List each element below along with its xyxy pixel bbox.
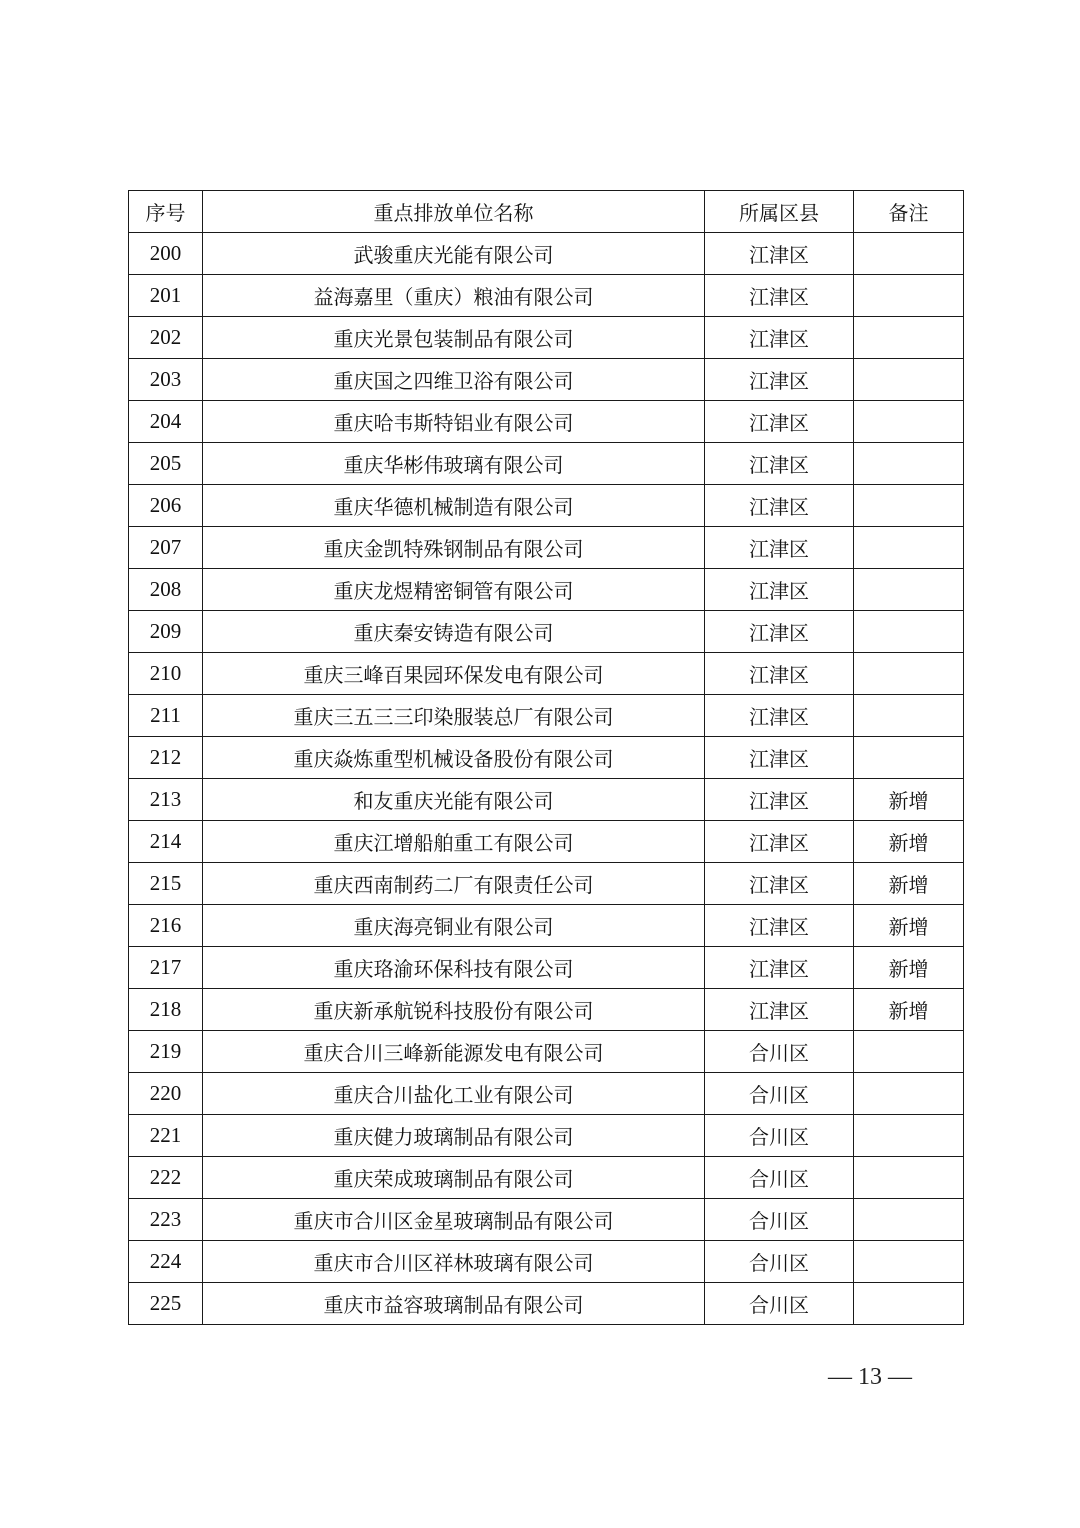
cell-note: 新增 — [854, 947, 964, 989]
cell-district: 江津区 — [705, 233, 854, 275]
table-row — [129, 863, 964, 905]
cell-num: 210 — [129, 653, 203, 695]
cell-num: 218 — [129, 989, 203, 1031]
cell-num: 213 — [129, 779, 203, 821]
table-header-row — [129, 191, 964, 233]
cell-name: 重庆市合川区祥林玻璃有限公司 — [203, 1241, 705, 1283]
cell-district: 江津区 — [705, 443, 854, 485]
cell-num: 225 — [129, 1283, 203, 1325]
cell-name: 重庆合川盐化工业有限公司 — [203, 1073, 705, 1115]
cell-note — [854, 1031, 964, 1073]
table-row — [129, 989, 964, 1031]
cell-name: 重庆哈韦斯特铝业有限公司 — [203, 401, 705, 443]
cell-name: 重庆新承航锐科技股份有限公司 — [203, 989, 705, 1031]
cell-note — [854, 401, 964, 443]
cell-num: 223 — [129, 1199, 203, 1241]
cell-note — [854, 1115, 964, 1157]
cell-name: 重庆荣成玻璃制品有限公司 — [203, 1157, 705, 1199]
cell-district: 合川区 — [705, 1241, 854, 1283]
cell-district: 江津区 — [705, 275, 854, 317]
cell-note — [854, 1199, 964, 1241]
cell-note: 新增 — [854, 863, 964, 905]
table-row — [129, 527, 964, 569]
cell-num: 224 — [129, 1241, 203, 1283]
cell-num: 205 — [129, 443, 203, 485]
cell-note — [854, 695, 964, 737]
cell-district: 江津区 — [705, 863, 854, 905]
cell-note — [854, 1073, 964, 1115]
cell-num: 206 — [129, 485, 203, 527]
cell-note: 新增 — [854, 821, 964, 863]
cell-name: 重庆光景包装制品有限公司 — [203, 317, 705, 359]
header-num: 序号 — [129, 191, 203, 233]
cell-name: 重庆焱炼重型机械设备股份有限公司 — [203, 737, 705, 779]
cell-district: 合川区 — [705, 1157, 854, 1199]
cell-num: 207 — [129, 527, 203, 569]
cell-district: 江津区 — [705, 359, 854, 401]
cell-num: 200 — [129, 233, 203, 275]
cell-note — [854, 317, 964, 359]
table-row — [129, 1031, 964, 1073]
cell-name: 重庆合川三峰新能源发电有限公司 — [203, 1031, 705, 1073]
cell-num: 208 — [129, 569, 203, 611]
cell-num: 216 — [129, 905, 203, 947]
cell-note — [854, 359, 964, 401]
emission-units-table — [128, 190, 964, 1325]
cell-district: 江津区 — [705, 737, 854, 779]
cell-district: 合川区 — [705, 1073, 854, 1115]
table-row — [129, 611, 964, 653]
table-row — [129, 1157, 964, 1199]
cell-name: 重庆健力玻璃制品有限公司 — [203, 1115, 705, 1157]
table-row — [129, 947, 964, 989]
cell-name: 重庆西南制药二厂有限责任公司 — [203, 863, 705, 905]
cell-district: 江津区 — [705, 779, 854, 821]
cell-district: 江津区 — [705, 905, 854, 947]
cell-num: 201 — [129, 275, 203, 317]
table-row — [129, 1115, 964, 1157]
cell-district: 江津区 — [705, 695, 854, 737]
cell-num: 211 — [129, 695, 203, 737]
cell-district: 江津区 — [705, 317, 854, 359]
header-district: 所属区县 — [705, 191, 854, 233]
cell-note — [854, 737, 964, 779]
cell-district: 江津区 — [705, 401, 854, 443]
cell-note — [854, 485, 964, 527]
table-row — [129, 485, 964, 527]
cell-district: 江津区 — [705, 653, 854, 695]
table-row — [129, 1283, 964, 1325]
cell-district: 江津区 — [705, 989, 854, 1031]
table-row — [129, 275, 964, 317]
table-body — [129, 233, 964, 1325]
table-row — [129, 359, 964, 401]
cell-district: 江津区 — [705, 569, 854, 611]
cell-district: 江津区 — [705, 611, 854, 653]
cell-num: 203 — [129, 359, 203, 401]
table-row — [129, 653, 964, 695]
cell-num: 204 — [129, 401, 203, 443]
table-row — [129, 569, 964, 611]
header-name: 重点排放单位名称 — [203, 191, 705, 233]
cell-district: 江津区 — [705, 947, 854, 989]
table-row — [129, 1241, 964, 1283]
cell-name: 重庆珞渝环保科技有限公司 — [203, 947, 705, 989]
table-row — [129, 1073, 964, 1115]
cell-district: 合川区 — [705, 1031, 854, 1073]
cell-num: 209 — [129, 611, 203, 653]
cell-district: 合川区 — [705, 1199, 854, 1241]
table-row — [129, 695, 964, 737]
table-row — [129, 737, 964, 779]
cell-note — [854, 1283, 964, 1325]
table-row — [129, 905, 964, 947]
cell-name: 重庆市合川区金星玻璃制品有限公司 — [203, 1199, 705, 1241]
cell-name: 和友重庆光能有限公司 — [203, 779, 705, 821]
cell-name: 重庆海亮铜业有限公司 — [203, 905, 705, 947]
cell-num: 217 — [129, 947, 203, 989]
cell-note — [854, 527, 964, 569]
cell-name: 重庆江增船舶重工有限公司 — [203, 821, 705, 863]
cell-district: 合川区 — [705, 1115, 854, 1157]
cell-name: 重庆三五三三印染服装总厂有限公司 — [203, 695, 705, 737]
table-row — [129, 317, 964, 359]
table-row — [129, 401, 964, 443]
cell-num: 214 — [129, 821, 203, 863]
cell-num: 219 — [129, 1031, 203, 1073]
cell-note: 新增 — [854, 779, 964, 821]
cell-note — [854, 233, 964, 275]
table-row — [129, 779, 964, 821]
cell-note — [854, 275, 964, 317]
cell-name: 重庆市益容玻璃制品有限公司 — [203, 1283, 705, 1325]
cell-num: 215 — [129, 863, 203, 905]
page-number: — 13 — — [828, 1364, 912, 1390]
table-row — [129, 443, 964, 485]
table-row — [129, 1199, 964, 1241]
cell-district: 江津区 — [705, 821, 854, 863]
cell-name: 重庆秦安铸造有限公司 — [203, 611, 705, 653]
cell-num: 222 — [129, 1157, 203, 1199]
cell-district: 江津区 — [705, 485, 854, 527]
cell-name: 重庆三峰百果园环保发电有限公司 — [203, 653, 705, 695]
cell-district: 合川区 — [705, 1283, 854, 1325]
header-note: 备注 — [854, 191, 964, 233]
cell-name: 重庆华彬伟玻璃有限公司 — [203, 443, 705, 485]
cell-num: 202 — [129, 317, 203, 359]
cell-name: 重庆金凯特殊钢制品有限公司 — [203, 527, 705, 569]
cell-num: 220 — [129, 1073, 203, 1115]
table-row — [129, 821, 964, 863]
cell-note — [854, 611, 964, 653]
cell-num: 221 — [129, 1115, 203, 1157]
cell-note — [854, 653, 964, 695]
cell-num: 212 — [129, 737, 203, 779]
cell-district: 江津区 — [705, 527, 854, 569]
cell-name: 重庆华德机械制造有限公司 — [203, 485, 705, 527]
cell-name: 益海嘉里（重庆）粮油有限公司 — [203, 275, 705, 317]
cell-note: 新增 — [854, 905, 964, 947]
cell-note — [854, 569, 964, 611]
cell-name: 重庆国之四维卫浴有限公司 — [203, 359, 705, 401]
cell-name: 武骏重庆光能有限公司 — [203, 233, 705, 275]
cell-note — [854, 443, 964, 485]
cell-note — [854, 1157, 964, 1199]
cell-note: 新增 — [854, 989, 964, 1031]
table-row — [129, 233, 964, 275]
cell-note — [854, 1241, 964, 1283]
cell-name: 重庆龙煜精密铜管有限公司 — [203, 569, 705, 611]
